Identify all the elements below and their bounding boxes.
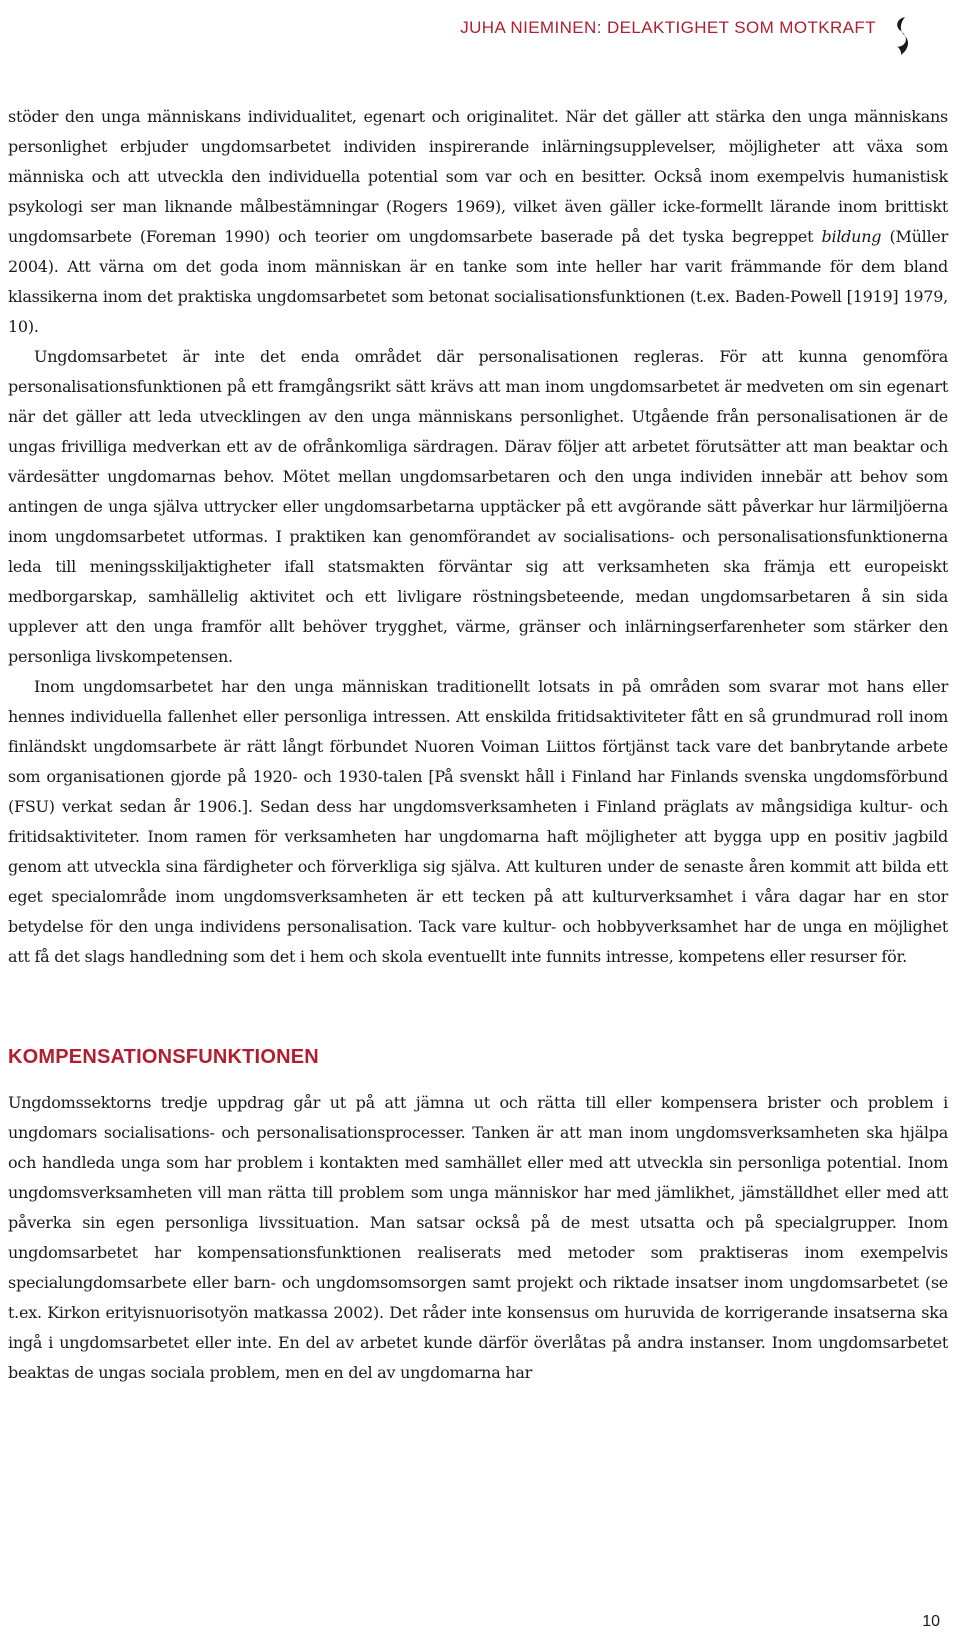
paragraph-4: Ungdomssektorns tredje uppdrag går ut på att jämna ut och rätta till eller kompensera brister och problem i ungdomars socialisations- och personalisationsprocesser. Tanken är att man inom ungdomsverksamheten ska hjälpa och handleda unga som har problem i kontakten med samhället eller med att utveckla sin personliga potential. Inom ungdomsverksamheten vill man rätta till problem som unga människor har med jämlikhet, jämställdhet eller med att påverka sin egen personliga livssituation. Man satsar också på de mest utsatta och på specialgrupper. Inom ungdomsarbetet har kompensationsfunktionen realiserats med metoder som praktiseras inom exempelvis specialungdomsarbete eller barn- och ungdomsomsorgen samt projekt och riktade insatser inom ungdomsarbetet (se t.ex. Kirkon erityisnuorisotyön matkassa 2002). Det råder inte konsensus om huruvida de korrigerande insatserna ska ingå i ungdomsarbetet eller inte. En del av arbetet kunde därför överlåtas på andra instanser. Inom ungdomsarbetet beaktas de ungas sociala problem, men en del av ungdomarna har bbox=[8, 1093, 948, 1382]
paragraph-1-end: (Müller 2004). Att värna om det goda inom människan är en tanke som inte heller har varit främmande för dem bland klassikerna inom det praktiska ungdomsarbetet som betonat socialisationsfunktionen (t.ex. Baden-Powell [1919] 1979, 10). bbox=[8, 227, 948, 336]
body-text bbox=[8, 102, 948, 1388]
italic-term-bildung: bildung bbox=[821, 227, 882, 246]
section-heading: KOMPENSATIONSFUNKTIONEN bbox=[8, 1046, 319, 1068]
running-header bbox=[460, 14, 912, 56]
page-number: 10 bbox=[922, 1613, 940, 1630]
paragraph-3: Inom ungdomsarbetet har den unga människan traditionellt lotsats in på områden som svarar mot hans eller hennes individuella fallenhet eller personliga intressen. Att enskilda fritidsaktiviteter fått en så grundmurad roll inom finländskt ungdomsarbete är rätt långt förbundet Nuoren Voiman Liittos förtjänst tack vare det banbrytande arbete som organisationen gjorde på 1920- och 1930-talen [På svenskt håll i Finland har Finlands svenska ungdomsförbund (FSU) verkat sedan år 1906.]. Sedan dess har ungdomsverksamheten i Finland präglats av mångsidiga kultur- och fritidsaktiviteter. Inom ramen för verksamheten har ungdomarna haft möjligheter att bygga upp en positiv jagbild genom att utveckla sina färdigheter och förverkliga sig själva. Att kulturen under de senaste åren kommit att bilda ett eget specialområde inom ungdomsverksamheten är ett tecken på att kulturverksamhet i våra dagar har en stor betydelse för den unga individens personalisation. Tack vare kultur- och hobbyverksamhet har de unga en möjlighet att få det slags handledning som det i hem och skola eventuellt inte funnits intresse, kompetens eller resurser för. bbox=[8, 677, 948, 966]
running-title: JUHA NIEMINEN: DELAKTIGHET SOM MOTKRAFT bbox=[460, 18, 876, 37]
s-curl-icon bbox=[890, 14, 912, 56]
paragraph-1 bbox=[8, 102, 948, 342]
paragraph-2: Ungdomsarbetet är inte det enda området där personalisationen regleras. För att kunna genomföra personalisationsfunktionen på ett framgångsrikt sätt krävs att man inom ungdomsarbetet är medveten om sin egenart när det gäller att leda utvecklingen av den unga människans personlighet. Utgående från personalisationen är de ungas frivilliga medverkan ett av de ofrånkomliga särdragen. Därav följer att arbetet förutsätter att man beaktar och värdesätter ungdomarnas behov. Mötet mellan ungdomsarbetaren och den unga individen innebär att behov som antingen de unga själva uttrycker eller ungdomsarbetarna upptäcker på ett avgörande sätt påverkar hur lärmiljöerna inom ungdomsarbetet utformas. I praktiken kan genomförandet av socialisations- och personalisationsfunktionerna leda till meningsskiljaktigheter ifall statsmakten förväntar sig att verksamheten ska främja ett europeiskt medborgarskap, samhällelig aktivitet och ett livligare röstningsbeteende, medan ungdomsarbetaren å sin sida upplever att den unga framför allt behöver trygghet, värme, gränser och inlärningserfarenheter som stärker den personliga livskompetensen. bbox=[8, 347, 948, 666]
paragraph-1-text: stöder den unga människans individualitet, egenart och originalitet. När det gäller att stärka den unga människans personlighet erbjuder ungdomsarbetet individen inspirerande inlärningsupplevelser, möjligheter att växa som människa och att utveckla den individuella potential som var och en besitter. Också inom exempelvis humanistisk psykologi ser man liknande målbestämningar (Rogers 1969), vilket även gäller icke-formellt lärande inom brittiskt ungdomsarbete (Foreman 1990) och teorier om ungdomsarbete baserade på det tyska begreppet bbox=[8, 107, 948, 246]
